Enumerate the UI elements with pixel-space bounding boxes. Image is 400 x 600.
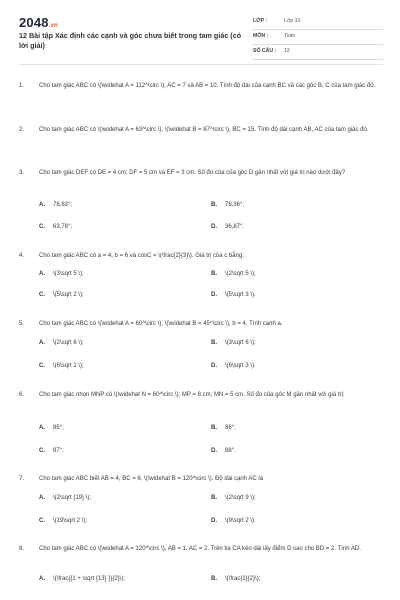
question-text: Cho tam giác ABC có a = 4, b = 6 và cosC = \(\frac{2}{3}\). Giá trị của c bằng: bbox=[39, 253, 244, 259]
option-letter: B. bbox=[211, 425, 217, 431]
option-letter: A. bbox=[39, 202, 45, 208]
question-item bbox=[19, 544, 381, 554]
option-letter: A. bbox=[39, 271, 45, 277]
question-number: 4. bbox=[19, 253, 25, 259]
option-text: \(6\sqrt 3 \). bbox=[225, 363, 256, 369]
option-text: 88°. bbox=[225, 448, 236, 454]
question-text: Cho tam giác ABC có \(\widehat A = 63^\circ \), \(\widehat B = 87^\circ \), BC = 15. Tính độ dài cạnh AB, AC của tam giác đó. bbox=[39, 127, 369, 133]
option-text: \(5\sqrt 3 \). bbox=[225, 292, 256, 298]
option-letter: D. bbox=[211, 363, 217, 369]
question-text: Cho tam giác ABC có \(\widehat A = 60^\circ \), \(\widehat B = 45^\circ \), b = 4. Tính cạnh a. bbox=[39, 321, 283, 327]
header-divider bbox=[19, 64, 383, 65]
option-text: \(9\sqrt 2 \). bbox=[225, 518, 256, 524]
document-title: 12 Bài tập Xác định các cạnh và góc chưa biết trong tam giác (có lời giải) bbox=[19, 31, 242, 50]
option-letter: D. bbox=[211, 292, 217, 298]
answer-option[interactable] bbox=[39, 340, 84, 346]
option-text: 36,87°. bbox=[225, 224, 245, 230]
answer-option[interactable] bbox=[39, 363, 84, 369]
question-item bbox=[19, 251, 381, 261]
question-item bbox=[19, 168, 381, 178]
option-letter: B. bbox=[211, 576, 217, 582]
question-number: 6. bbox=[19, 392, 25, 398]
option-letter: A. bbox=[39, 495, 45, 501]
question-number: 8. bbox=[19, 546, 25, 552]
option-text: 86°; bbox=[225, 425, 236, 431]
option-text: 85°; bbox=[53, 425, 64, 431]
meta-label: SỐ CÂU : bbox=[253, 48, 277, 54]
question-text: Cho tam giác ABC có \(\widehat A = 120^\circ \), AB = 1, AC = 2. Trên tia CA kéo dài lấy điểm D sao cho BD = 2. Tính AD. bbox=[39, 546, 361, 552]
option-text: 87°; bbox=[53, 448, 64, 454]
answer-option[interactable] bbox=[39, 425, 64, 431]
meta-label: MÔN : bbox=[253, 33, 269, 39]
question-text: Cho tam giác ABC có \(\widehat A = 112^\circ \), AC = 7 và AB = 10. Tính độ dài của cạnh BC và các góc B, C của tam giác đó. bbox=[39, 83, 376, 89]
answer-option[interactable] bbox=[211, 340, 256, 346]
answer-option[interactable] bbox=[39, 202, 72, 208]
option-text: \(3\sqrt 5 \); bbox=[53, 271, 84, 277]
answer-option[interactable] bbox=[211, 518, 256, 524]
answer-option[interactable] bbox=[211, 448, 236, 454]
meta-row-count bbox=[253, 45, 383, 60]
option-text: \(\frac{{1 + \sqrt {13} }}{2}\); bbox=[53, 576, 125, 582]
answer-option[interactable] bbox=[39, 518, 87, 524]
answer-option[interactable] bbox=[39, 224, 72, 230]
option-text: 78,63°; bbox=[53, 202, 73, 208]
answer-option[interactable] bbox=[211, 495, 256, 501]
answer-option[interactable] bbox=[211, 271, 256, 277]
question-item bbox=[19, 125, 381, 135]
question-number: 2. bbox=[19, 127, 25, 133]
question-text: Cho tam giác ABC biết AB = 4, BC = 6, \(\widehat B = 120^\circ \). Độ dài cạnh AC là bbox=[39, 476, 264, 482]
meta-row-subject bbox=[253, 30, 383, 45]
option-letter: C. bbox=[39, 292, 45, 298]
option-letter: D. bbox=[211, 518, 217, 524]
question-item bbox=[19, 81, 381, 91]
answer-option[interactable] bbox=[211, 363, 256, 369]
answer-option[interactable] bbox=[211, 425, 236, 431]
answer-option[interactable] bbox=[39, 292, 84, 298]
answer-option[interactable] bbox=[211, 224, 244, 230]
question-number: 1. bbox=[19, 83, 25, 89]
question-text: Cho tam giác DEF có DE = 4 cm; DF = 5 cm và EF = 3 cm. Số đo của của góc D gần nhất với giá trị nào dưới đây? bbox=[39, 170, 346, 176]
question-item bbox=[19, 390, 381, 400]
answer-option[interactable] bbox=[39, 448, 64, 454]
option-text: 78,36°; bbox=[225, 202, 245, 208]
site-logo[interactable] bbox=[19, 15, 58, 30]
option-letter: C. bbox=[39, 224, 45, 230]
option-text: \(\frac{1}{2}\); bbox=[225, 576, 261, 582]
option-letter: D. bbox=[211, 448, 217, 454]
option-letter: B. bbox=[211, 495, 217, 501]
option-text: 63,78°; bbox=[53, 224, 73, 230]
option-text: \(2\sqrt 5 \); bbox=[225, 271, 256, 277]
answer-option[interactable] bbox=[211, 576, 260, 582]
option-letter: C. bbox=[39, 518, 45, 524]
answer-option[interactable] bbox=[39, 495, 91, 501]
option-text: \(3\sqrt 6 \); bbox=[225, 340, 256, 346]
meta-value: 12 bbox=[284, 48, 290, 54]
option-text: \(19\sqrt 2 \); bbox=[53, 518, 88, 524]
option-letter: A. bbox=[39, 340, 45, 346]
option-letter: B. bbox=[211, 340, 217, 346]
meta-table bbox=[253, 15, 383, 60]
option-text: \(5\sqrt 2 \); bbox=[53, 292, 84, 298]
question-number: 3. bbox=[19, 170, 25, 176]
meta-row-class bbox=[253, 15, 383, 30]
meta-label: LỚP : bbox=[253, 18, 268, 24]
option-text: \(2\sqrt 9 \); bbox=[225, 495, 256, 501]
question-number: 7. bbox=[19, 476, 25, 482]
meta-value: Lớp 10 bbox=[284, 18, 301, 24]
meta-value: Toán bbox=[284, 33, 296, 39]
option-text: \(2\sqrt 6 \); bbox=[53, 340, 84, 346]
answer-option[interactable] bbox=[211, 292, 256, 298]
question-number: 5. bbox=[19, 321, 25, 327]
question-text: Cho tam giác nhọn MNP có \(\widehat N = 60^\circ \); MP = 8 cm; MN = 5 cm. Số đo của góc M gần nhất với giá trị: bbox=[39, 392, 345, 398]
question-item bbox=[19, 319, 381, 329]
option-letter: B. bbox=[211, 202, 217, 208]
option-letter: D. bbox=[211, 224, 217, 230]
option-letter: C. bbox=[39, 363, 45, 369]
logo-text: 2048 bbox=[19, 15, 49, 30]
option-letter: B. bbox=[211, 271, 217, 277]
option-letter: A. bbox=[39, 425, 45, 431]
question-item bbox=[19, 474, 381, 484]
option-text: \(2\sqrt {19} \); bbox=[53, 495, 92, 501]
option-letter: A. bbox=[39, 576, 45, 582]
answer-option[interactable] bbox=[211, 202, 244, 208]
option-text: \(6\sqrt 2 \); bbox=[53, 363, 84, 369]
logo-suffix: .vn bbox=[48, 23, 59, 29]
answer-option[interactable] bbox=[39, 271, 84, 277]
option-letter: C. bbox=[39, 448, 45, 454]
answer-option[interactable] bbox=[39, 576, 125, 582]
